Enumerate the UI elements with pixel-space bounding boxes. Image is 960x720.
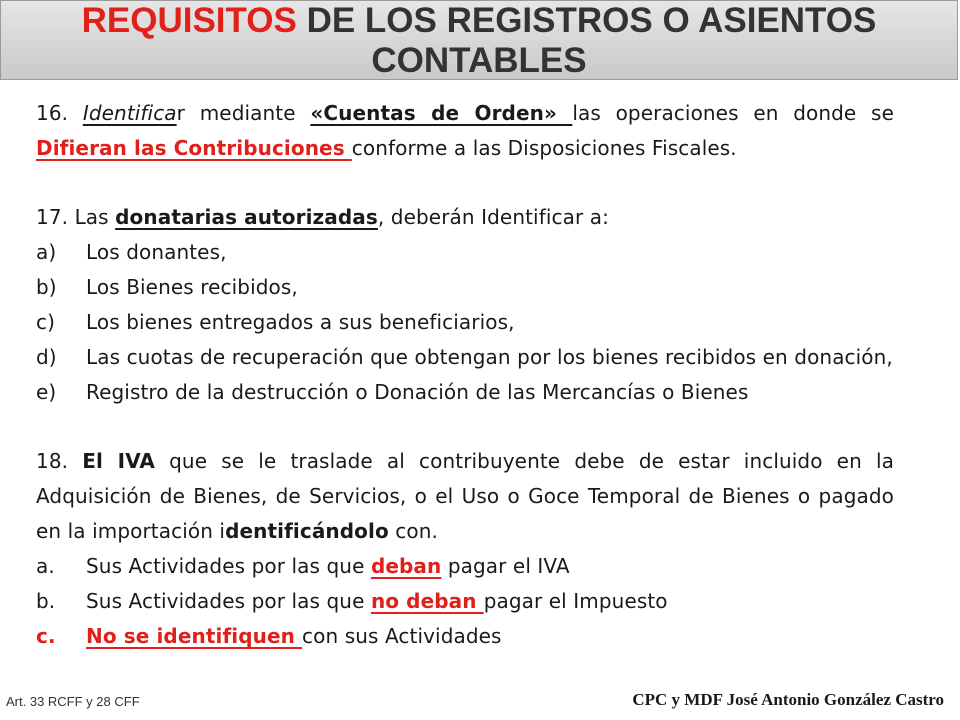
item-16: [36, 96, 894, 166]
item-18-text-b: con.: [388, 519, 438, 543]
list-marker: e): [36, 380, 57, 404]
item-18-list: [36, 549, 894, 654]
item-17-intro: [36, 200, 894, 235]
slide-title-accent: REQUISITOS: [81, 1, 297, 40]
item-17-intro-rest: , deberán Identificar a:: [377, 205, 609, 229]
list-item-highlight: deban: [370, 554, 442, 578]
list-item-text: Las cuotas de recuperación que obtengan por los bienes recibidos en donación,: [86, 345, 893, 369]
list-item-text: pagar el IVA: [441, 554, 570, 578]
item-18-text-a: que se le traslade al contribuyente debe de estar incluido en la Adquisición de Bienes, de Servicios, o el Uso o Goce Temporal de Bienes o pagado en la importación i: [36, 449, 894, 543]
list-marker: d): [36, 345, 57, 369]
item-16-text: r mediante: [176, 101, 311, 125]
list-item: [36, 235, 894, 270]
list-item: [36, 270, 894, 305]
list-item-text: Los Bienes recibidos,: [86, 275, 298, 299]
list-item-text: con sus Actividades: [302, 624, 502, 648]
list-marker: b): [36, 275, 57, 299]
item-17-number: 17. Las: [36, 205, 116, 229]
slide-title: [0, 0, 958, 80]
item-18-number: 18.: [36, 449, 83, 473]
list-item-text: Sus Actividades por las que: [86, 589, 371, 613]
item-16-number: 16.: [36, 101, 83, 125]
list-item-text: Registro de la destrucción o Donación de las Mercancías o Bienes: [86, 380, 749, 404]
item-18-iva: El IVA: [82, 449, 156, 473]
list-item-highlight: no deban: [370, 589, 484, 613]
item-16-text-a: las operaciones en donde se: [572, 101, 894, 125]
item-16-difieran: Difieran las Contribuciones: [36, 136, 352, 160]
item-16-text-b: conforme a las Disposiciones Fiscales.: [351, 136, 737, 160]
item-16-identifica: Identifica: [82, 101, 177, 125]
footer-author: CPC y MDF José Antonio González Castro: [632, 690, 944, 709]
list-item-text: Los bienes entregados a sus beneficiarios,: [86, 310, 515, 334]
list-item: [36, 340, 894, 375]
list-marker: a): [36, 240, 57, 264]
list-item: [36, 375, 894, 410]
list-marker: c.: [36, 624, 56, 648]
list-item: [36, 549, 894, 584]
list-item: [36, 584, 894, 619]
item-18: [36, 444, 894, 549]
list-item-highlight: No se identifiquen: [86, 624, 303, 648]
item-16-cuentas-de-orden: «Cuentas de Orden»: [310, 101, 573, 125]
list-marker: b.: [36, 589, 56, 613]
list-item-text: Sus Actividades por las que: [86, 554, 371, 578]
slide-title-rest: DE LOS REGISTROS O ASIENTOS CONTABLES: [296, 1, 877, 80]
footer-reference: Art. 33 RCFF y 28 CFF: [6, 694, 140, 709]
list-item-text: pagar el Impuesto: [483, 589, 668, 613]
item-17-list: [36, 235, 894, 410]
list-item: [36, 305, 894, 340]
list-marker: c): [36, 310, 55, 334]
item-17-donatarias: donatarias autorizadas: [115, 205, 378, 229]
item-18-identificandolo: dentificándolo: [225, 519, 389, 543]
slide-body: [36, 96, 894, 654]
list-item: [36, 619, 894, 654]
list-marker: a.: [36, 554, 55, 578]
list-item-text: Los donantes,: [86, 240, 227, 264]
